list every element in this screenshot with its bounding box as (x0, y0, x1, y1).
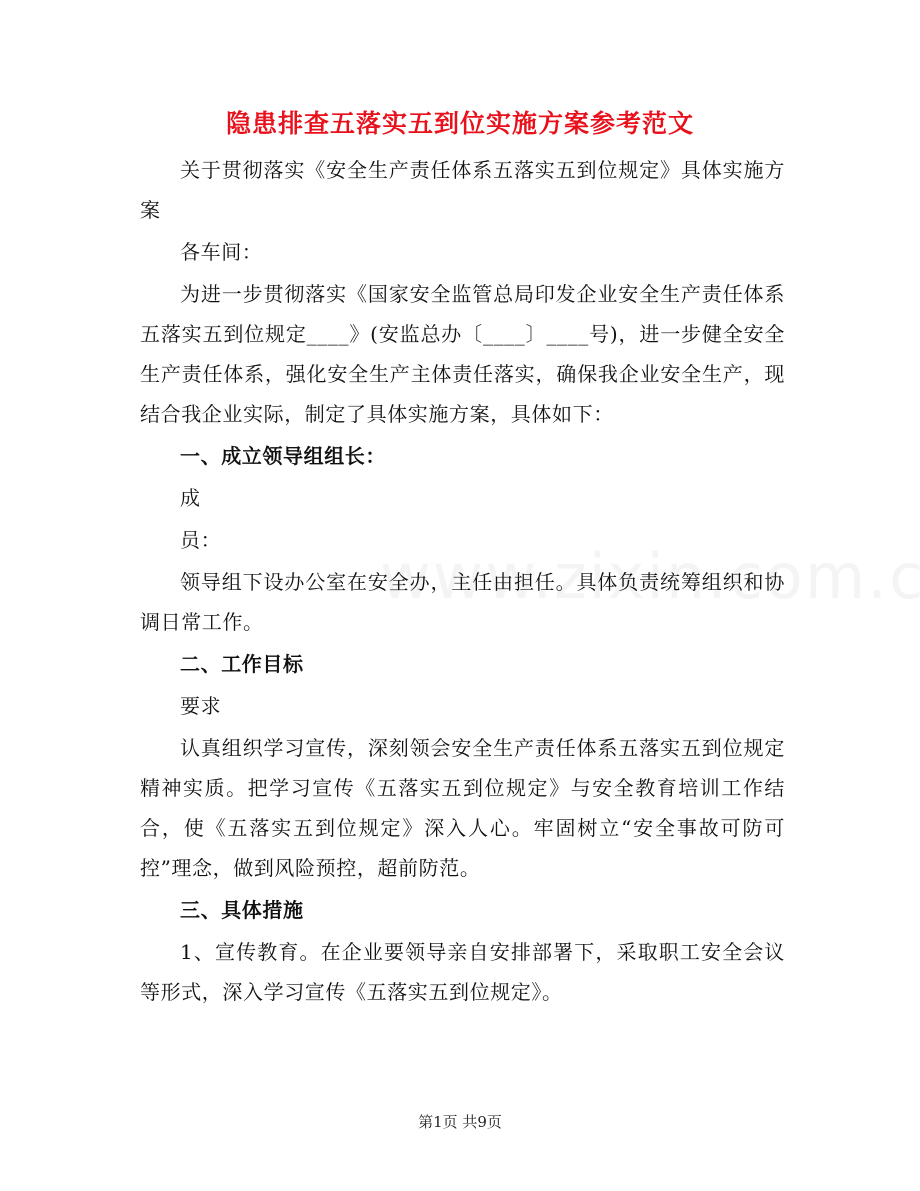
paragraph: 关于贯彻落实《安全生产责任体系五落实五到位规定》具体实施方案 (140, 158, 785, 222)
paragraph: 领导组下设办公室在安全办，主任由担任。具体负责统筹组织和协调日常工作。 (140, 570, 785, 634)
section-heading: 一、成立领导组组长： (180, 444, 386, 468)
paragraph: 成 (180, 486, 201, 510)
document-title: 隐患排查五落实五到位实施方案参考范文 (225, 109, 694, 138)
section-heading: 二、工作目标 (180, 652, 304, 676)
page-footer: 第1页 共9页 (418, 1113, 502, 1131)
document-body (140, 150, 785, 1014)
section-heading: 三、具体措施 (180, 898, 304, 922)
paragraph: 要求 (180, 694, 222, 718)
paragraph: 员： (180, 528, 222, 552)
paragraph: 各车间： (180, 240, 263, 264)
paragraph: 1、宣传教育。在企业要领导亲自安排部署下，采取职工安全会议等形式，深入学习宣传《五落实五到位规定》。 (140, 940, 785, 1004)
paragraph: 认真组织学习宣传，深刻领会安全生产责任体系五落实五到位规定精神实质。把学习宣传《五落实五到位规定》与安全教育培训工作结合，使《五落实五到位规定》深入人心。牢固树立“安全事故可防可控”理念，做到风险预控，超前防范。 (140, 736, 785, 880)
paragraph: 为进一步贯彻落实《国家安全监管总局印发企业安全生产责任体系五落实五到位规定____》(安监总办〔____〕____号)，进一步健全安全生产责任体系，强化安全生产主体责任落实，确保我企业安全生产，现结合我企业实际，制定了具体实施方案，具体如下： (140, 282, 785, 426)
